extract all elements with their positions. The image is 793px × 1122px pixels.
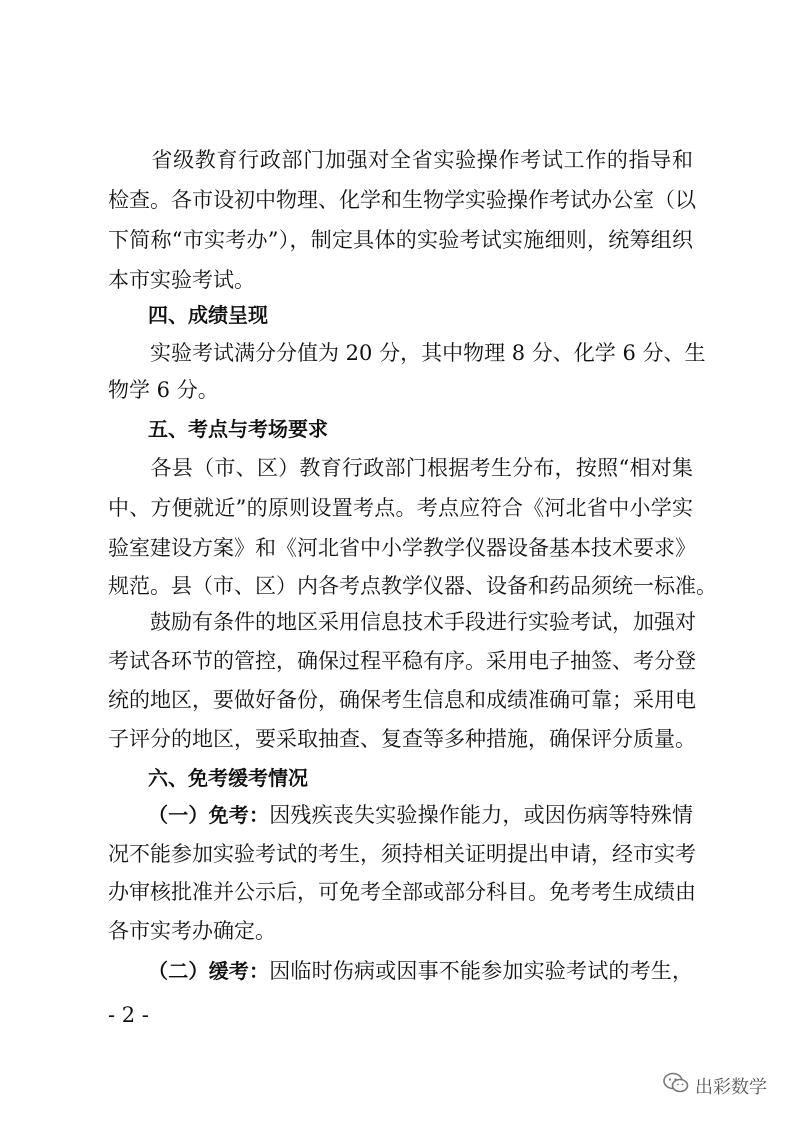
paragraph-line: 规范。县（市、区）内各考点教学仪器、设备和药品须统一标准。 [108,574,717,598]
wechat-icon [663,1072,689,1099]
section-heading-6: 六、免考缓考情况 [148,766,308,790]
paragraph-line: 况不能参加实验考试的考生，须持相关证明提出申请，经市实考 [108,842,696,866]
paragraph-line: 验室建设方案》和《河北省中小学教学仪器设备基本技术要求》 [108,536,696,560]
paragraph-line: 检查。各市设初中物理、化学和生物学实验操作考试办公室（以 [108,188,696,212]
paragraph-line: 实验考试满分分值为 20 分，其中物理 8 分、化学 6 分、生 [108,341,706,365]
paragraph-line: 子评分的地区，要采取抽查、复查等多种措施，确保评分质量。 [108,727,696,751]
paragraph-line [148,797,693,833]
paragraph-line: 本市实验考试。 [108,268,255,292]
paragraph-line: 各市实考办确定。 [108,919,276,943]
defer-label: （二）缓考： [148,959,270,983]
paragraph-line: 下简称“市实考办”），制定具体的实验考试实施细则，统筹组织 [108,228,693,252]
paragraph-line: 省级教育行政部门加强对全省实验操作考试工作的指导和 [108,148,693,172]
paragraph-line: 办审核批准并公示后，可免考全部或部分科目。免考考生成绩由 [108,880,696,904]
exempt-text: 因残疾丧失实验操作能力，或因伤病等特殊情 [269,803,694,827]
watermark [663,1072,767,1099]
section-heading-4: 四、成绩呈现 [148,303,268,327]
paragraph-line: 考试各环节的管控，确保过程平稳有序。采用电子抽签、考分登 [108,649,696,673]
paragraph-line: 各县（市、区）教育行政部门根据考生分布，按照“相对集 [108,456,693,480]
paragraph-line [148,953,693,989]
paragraph-line: 中、方便就近”的原则设置考点。考点应符合《河北省中小学实 [108,496,693,520]
paragraph-line: 统的地区，要做好备份，确保考生信息和成绩准确可靠；采用电 [108,688,696,712]
exempt-label: （一）免考： [148,803,270,827]
watermark-text: 出彩数学 [695,1076,767,1098]
paragraph-line: 物学 6 分。 [108,378,219,402]
page-number: - 2 - [108,1003,149,1027]
section-heading-5: 五、考点与考场要求 [148,417,328,441]
paragraph-line: 鼓励有条件的地区采用信息技术手段进行实验考试，加强对 [108,610,696,634]
defer-text: 因临时伤病或因事不能参加实验考试的考生， [269,959,694,983]
